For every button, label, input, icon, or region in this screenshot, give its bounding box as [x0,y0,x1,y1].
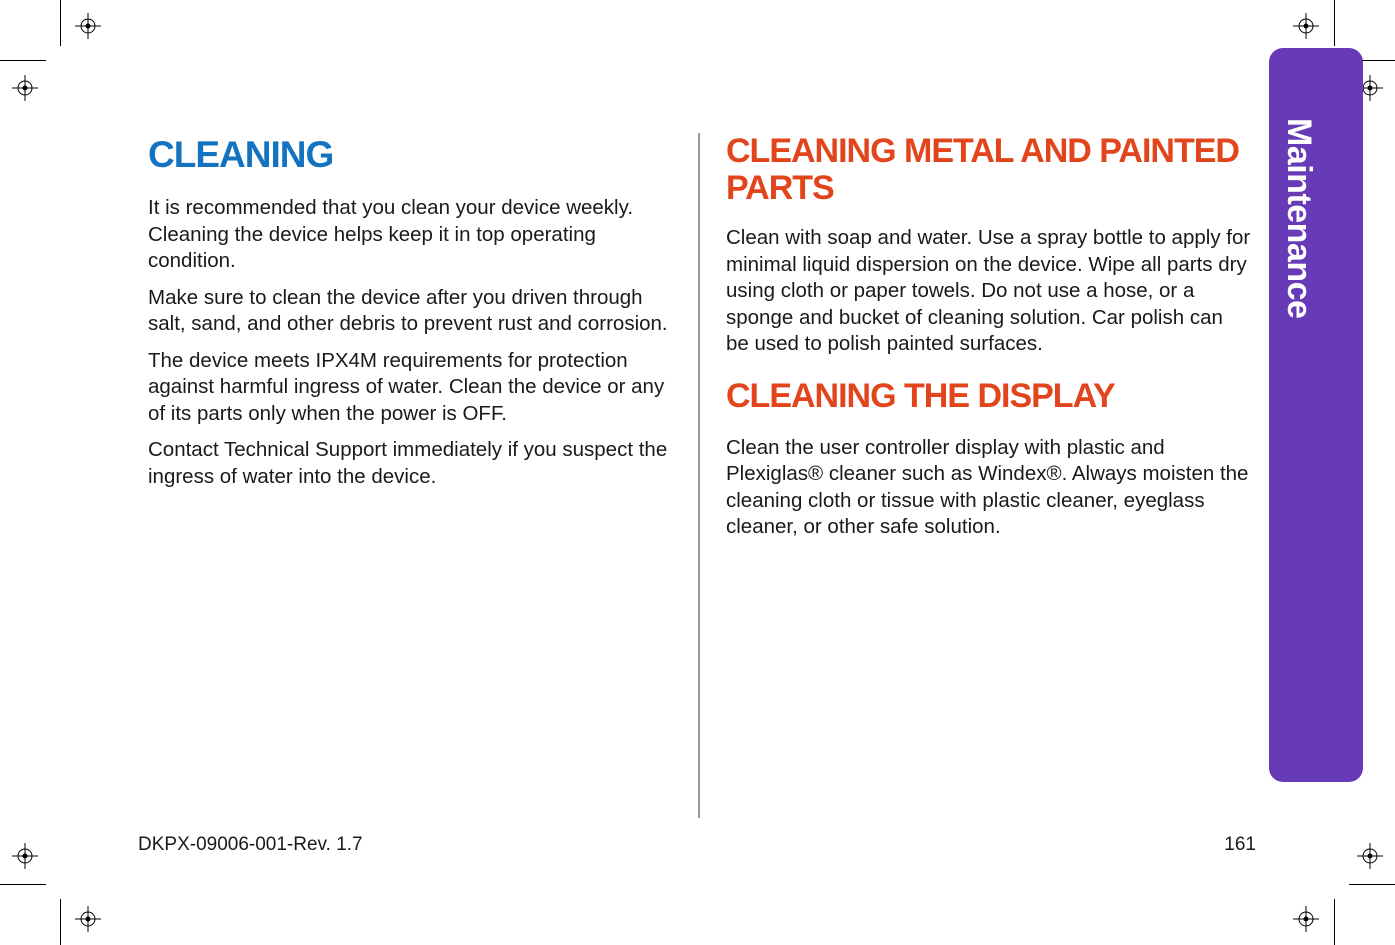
paragraph: Clean with soap and water. Use a spray bottle to apply for minimal liquid dispersion on the device. Wipe all parts dry using cloth or paper towels. Do not use a hose, or a sponge and bucket of cleaning solution. Car polish can be used to polish painted surfaces. [726,226,1251,355]
paragraph: The device meets IPX4M requirements for protection against harmful ingress of water. Clean the device or any of its parts only when the power is OFF. [148,348,665,425]
right-column [726,133,1251,551]
crop-mark [1334,0,1335,46]
paragraph: Clean the user controller display with plastic and Plexiglas® cleaner such as Windex®. Always moisten the cleaning cloth or tissue with plastic cleaner, eyeglass cleaner, or other safe solution. [726,435,1249,538]
column-divider [698,133,700,818]
paragraph: It is recommended that you clean your device weekly. Cleaning the device helps keep it in top operating condition. [148,196,634,272]
crop-mark [60,899,61,945]
paragraph: Make sure to clean the device after you driven through salt, sand, and other debris to prevent rust and corrosion. [148,285,668,335]
section-tab-label: Maintenance [1280,118,1318,319]
registration-mark-icon [12,75,38,101]
registration-mark-icon [75,13,101,39]
crop-mark [1349,884,1395,885]
registration-mark-icon [1293,906,1319,932]
registration-mark-icon [1357,843,1383,869]
cleaning-display-heading: CLEANING THE DISPLAY [726,376,1115,415]
left-column [148,133,678,500]
page-number: 161 [1224,834,1256,855]
crop-mark [1334,899,1335,945]
registration-mark-icon [1293,13,1319,39]
crop-mark [60,0,61,46]
crop-mark [0,60,46,61]
cleaning-heading: CLEANING [148,134,334,175]
registration-mark-icon [75,906,101,932]
crop-mark [0,884,46,885]
cleaning-metal-heading: CLEANING METAL AND PAINTED PARTS [726,132,1239,207]
document-id: DKPX-09006-001-Rev. 1.7 [138,834,363,855]
registration-mark-icon [12,843,38,869]
paragraph: Contact Technical Support immediately if you suspect the ingress of water into the device. [148,438,668,488]
